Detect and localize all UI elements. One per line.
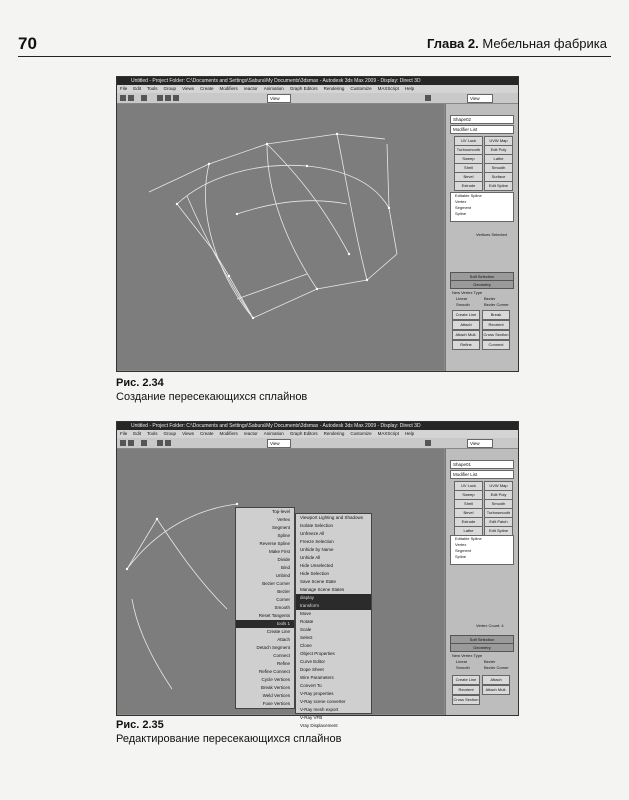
stack-item[interactable]: Segment — [455, 205, 472, 210]
menu-item[interactable]: Group — [163, 86, 177, 91]
reference-coord-dropdown[interactable]: View — [267, 439, 291, 448]
modifier-button[interactable]: Smooth — [484, 499, 513, 509]
modifier-button[interactable]: Edit Poly — [484, 145, 513, 155]
option-bezier[interactable]: Bezier — [484, 296, 496, 301]
rotate-icon[interactable] — [165, 440, 171, 446]
quad-menu-item[interactable]: Unbind — [275, 573, 290, 578]
option-smooth[interactable]: Smooth — [456, 302, 470, 307]
rollout-soft-selection[interactable]: Soft Selection — [450, 272, 514, 281]
figure-caption-number: Рис. 2.35 — [116, 719, 164, 731]
select-icon[interactable] — [141, 440, 147, 446]
menu-item[interactable]: MAXScript — [377, 431, 399, 436]
modifier-button[interactable]: Edit Patch — [484, 517, 513, 527]
quad-menu-item[interactable]: Weld Vertices — [262, 693, 290, 698]
quad-menu-item[interactable]: Unhide All — [300, 555, 321, 560]
quad-menu-item[interactable]: Dope Sheet — [300, 667, 324, 672]
modifier-button[interactable]: Bevel — [454, 508, 483, 518]
option-bezier-corner[interactable]: Bezier Corner — [484, 665, 509, 670]
stack-item[interactable]: Spline — [455, 211, 467, 216]
quad-menu-item[interactable]: Curve Editor — [300, 659, 326, 664]
quad-menu-item[interactable]: Clone — [300, 643, 312, 648]
modifier-button[interactable]: Extrude — [454, 517, 483, 527]
menu-item[interactable]: Views — [182, 86, 194, 91]
menu-item[interactable]: MAXScript — [377, 86, 399, 91]
menu-item[interactable]: Views — [182, 431, 194, 436]
rollout-geometry[interactable]: Geometry — [450, 643, 514, 652]
geometry-button[interactable]: Cross Section — [482, 330, 510, 340]
menu-item[interactable]: Animation — [263, 431, 284, 436]
quad-menu-item[interactable]: Break Vertices — [260, 685, 290, 690]
quad-menu-item[interactable]: Hide Unselected — [300, 563, 334, 568]
quad-menu-item[interactable]: Refine Connect — [258, 669, 290, 674]
modifier-button[interactable]: Sweep — [454, 490, 483, 500]
quad-menu-item[interactable]: V-Ray VFB — [300, 715, 323, 720]
quad-menu-item[interactable]: Freeze Selection — [300, 539, 334, 544]
object-name-field[interactable]: Shape02 — [450, 115, 514, 124]
menu-item[interactable]: File — [120, 86, 128, 91]
modifier-list-dropdown[interactable]: Modifier List — [450, 125, 514, 134]
selection-status: Vertices Selected — [476, 232, 507, 237]
rollout-geometry[interactable]: Geometry — [450, 280, 514, 289]
menu-item[interactable]: Graph Editors — [289, 431, 318, 436]
menu-item[interactable]: Customize — [350, 431, 372, 436]
modifier-button[interactable]: Lathe — [454, 526, 483, 536]
undo-icon[interactable] — [120, 440, 126, 446]
chapter-title: Мебельная фабрика — [482, 36, 607, 51]
quad-menu-item[interactable]: Viewport Lighting and Shadows — [300, 515, 363, 520]
quad-menu-item[interactable]: Divide — [277, 557, 290, 562]
command-panel — [445, 104, 518, 371]
menu-item[interactable]: File — [120, 431, 128, 436]
modifier-stack[interactable] — [450, 192, 514, 222]
title-bar: Untitled - Project Folder: C:\Documents and Settings\Sabura\My Documents\3dsmax - Autodesk 3ds Max 2009 - Display: Direct 3D — [117, 422, 518, 430]
quad-menu-item[interactable]: Hide Selection — [300, 571, 330, 576]
menu-item[interactable]: Help — [404, 431, 415, 436]
stack-item[interactable]: Editable Spline — [455, 536, 482, 541]
command-panel — [445, 449, 518, 715]
quad-menu-item[interactable]: Wire Parameters — [300, 675, 334, 680]
undo-icon[interactable] — [120, 95, 126, 101]
geometry-button[interactable]: Cross Section — [452, 695, 480, 705]
move-icon[interactable] — [157, 440, 163, 446]
stack-item[interactable]: Editable Spline — [455, 193, 482, 198]
quad-menu-item[interactable]: Attach — [277, 637, 290, 642]
geometry-button[interactable]: Create Line — [452, 675, 480, 685]
menu-item[interactable]: Animation — [263, 86, 284, 91]
geometry-button[interactable]: Break — [482, 310, 510, 320]
quad-menu-item[interactable]: Unhide by Name — [300, 547, 334, 552]
quad-menu-item[interactable]: Corner — [276, 597, 290, 602]
page-number: 70 — [18, 34, 37, 53]
quad-menu-item[interactable]: Rotate — [300, 619, 314, 624]
modifier-button[interactable]: Edit Poly — [484, 490, 513, 500]
chapter-heading — [427, 36, 607, 51]
stack-item[interactable]: Spline — [455, 554, 467, 559]
menu-item[interactable]: Rendering — [323, 86, 345, 91]
menu-item[interactable]: Graph Editors — [289, 86, 318, 91]
geometry-button[interactable]: Connect — [482, 340, 510, 350]
header-rule — [18, 56, 611, 57]
quad-menu-item[interactable]: Scale — [300, 627, 312, 632]
scale-icon[interactable] — [173, 95, 179, 101]
modifier-button[interactable]: Extrude — [454, 181, 483, 191]
figure-caption-text: Редактирование пересекающихся сплайнов — [116, 733, 342, 745]
modifier-button[interactable]: UV Lock — [454, 136, 483, 146]
modifier-button[interactable]: Smooth — [484, 163, 513, 173]
geometry-button[interactable]: Attach — [482, 675, 510, 685]
menu-item[interactable]: Group — [163, 431, 177, 436]
stack-item[interactable]: Vertex — [455, 199, 467, 204]
option-linear[interactable]: Linear — [456, 296, 468, 301]
quad-menu-item[interactable]: Vertex — [277, 517, 290, 522]
quad-menu-item[interactable]: Make First — [268, 549, 290, 554]
figure-caption-number: Рис. 2.34 — [116, 377, 164, 389]
geometry-button[interactable]: Reorient — [452, 685, 480, 695]
menu-item[interactable]: Tools — [147, 86, 158, 91]
quad-menu-item[interactable]: Manage Scene States — [300, 587, 345, 592]
option-bezier-corner[interactable]: Bezier Corner — [484, 302, 509, 307]
quad-menu-item: display — [296, 594, 371, 602]
modifier-button[interactable]: UV Lock — [454, 481, 483, 491]
geometry-button[interactable]: Attach — [452, 320, 480, 330]
modifier-button[interactable]: Shell — [454, 499, 483, 509]
object-name-field[interactable]: Shape01 — [450, 460, 514, 469]
quad-menu-item[interactable]: Save Scene State — [300, 579, 337, 584]
render-icon[interactable] — [425, 440, 431, 446]
geometry-button[interactable]: Create Line — [452, 310, 480, 320]
geometry-button[interactable]: Attach Mult. — [452, 330, 480, 340]
quad-menu-item[interactable]: Detach Segment — [256, 645, 290, 650]
modifier-button[interactable]: Turbosmooth — [484, 508, 513, 518]
menu-item[interactable]: reactor — [243, 431, 258, 436]
quad-menu-item[interactable]: Connect — [273, 653, 290, 658]
selection-status: Vertex Count: 4 — [476, 623, 504, 628]
modifier-button[interactable]: Lathe — [484, 154, 513, 164]
chapter-label: Глава 2. — [427, 36, 479, 51]
quad-menu-item[interactable]: Top-level — [271, 509, 290, 514]
redo-icon[interactable] — [128, 95, 134, 101]
redo-icon[interactable] — [128, 440, 134, 446]
quad-menu-item[interactable]: V-Ray properties — [300, 691, 334, 696]
render-icon[interactable] — [425, 95, 431, 101]
quad-menu-item[interactable]: Bezier — [277, 589, 290, 594]
modifier-list-dropdown[interactable]: Modifier List — [450, 470, 514, 479]
vertex-type-label: New Vertex Type — [452, 653, 483, 658]
quad-menu-item[interactable]: Smooth — [274, 605, 290, 610]
quad-menu-item[interactable]: Select — [300, 635, 313, 640]
quad-menu-item[interactable]: Reverse Spline — [259, 541, 290, 546]
rotate-icon[interactable] — [165, 95, 171, 101]
modifier-button[interactable]: UVW Map — [484, 481, 513, 491]
menu-item[interactable]: Help — [404, 86, 415, 91]
modifier-button[interactable]: Sweep — [454, 154, 483, 164]
modifier-button[interactable]: Bevel — [454, 172, 483, 182]
geometry-button[interactable]: Attach Mult. — [482, 685, 510, 695]
render-view-dropdown[interactable]: View — [467, 94, 493, 103]
quad-menu-item[interactable]: Create Line — [266, 629, 290, 634]
quad-menu-left — [235, 507, 295, 709]
quad-menu-item[interactable]: Reset Tangents — [258, 613, 290, 618]
menu-item[interactable]: Create — [200, 86, 214, 91]
menu-item[interactable]: Edit — [133, 431, 142, 436]
quad-menu-item[interactable]: Unfreeze All — [300, 531, 325, 536]
quad-menu-item[interactable]: Bind — [280, 565, 290, 570]
option-smooth[interactable]: Smooth — [456, 665, 470, 670]
quad-menu-item[interactable]: Refine — [276, 661, 290, 666]
option-bezier[interactable]: Bezier — [484, 659, 496, 664]
menu-item[interactable]: Modifiers — [219, 431, 238, 436]
modifier-button[interactable]: Turbosmooth — [454, 145, 483, 155]
perspective-viewport[interactable] — [117, 104, 444, 370]
menu-item[interactable]: Modifiers — [219, 86, 238, 91]
option-linear[interactable]: Linear — [456, 659, 468, 664]
spline-wireframe — [117, 104, 444, 370]
menu-item[interactable]: Create — [200, 431, 214, 436]
main-toolbar — [117, 93, 518, 104]
modifier-button[interactable]: Edit Spline — [484, 526, 513, 536]
quad-menu-item[interactable]: Spline — [277, 533, 290, 538]
quad-menu-item[interactable]: Isolate Selection — [300, 523, 334, 528]
render-view-dropdown[interactable]: View — [467, 439, 493, 448]
geometry-button[interactable]: Reorient — [482, 320, 510, 330]
modifier-button[interactable]: Shell — [454, 163, 483, 173]
main-toolbar — [117, 438, 518, 449]
stack-item[interactable]: Segment — [455, 548, 472, 553]
menu-item[interactable]: Tools — [147, 431, 158, 436]
title-bar: Untitled - Project Folder: C:\Documents and Settings\Sabura\My Documents\3dsmax - Autodesk 3ds Max 2009 - Display: Direct 3D — [117, 77, 518, 85]
modifier-button[interactable]: UVW Map — [484, 136, 513, 146]
quad-menu-item[interactable]: V-Ray scene converter — [300, 699, 346, 704]
geometry-button[interactable]: Refine — [452, 340, 480, 350]
modifier-button[interactable]: Edit Spline — [484, 181, 513, 191]
quad-menu-item[interactable]: V-Ray mesh export — [300, 707, 339, 712]
stack-item[interactable]: Vertex — [455, 542, 467, 547]
figure-caption-text: Создание пересекающихся сплайнов — [116, 391, 308, 403]
move-icon[interactable] — [157, 95, 163, 101]
modifier-stack[interactable] — [450, 535, 514, 565]
select-icon[interactable] — [141, 95, 147, 101]
modifier-button[interactable]: Surface — [484, 172, 513, 182]
quad-menu-item[interactable]: Vray Displacement — [300, 723, 338, 728]
rollout-soft-selection[interactable]: Soft Selection — [450, 635, 514, 644]
quad-menu-item[interactable]: Segment — [271, 525, 290, 530]
quad-menu-item[interactable]: Cycle Vertices — [261, 677, 290, 682]
quad-menu-item[interactable]: Convert To — [300, 683, 322, 688]
quad-menu-item: transform — [296, 602, 371, 610]
quad-menu-item[interactable]: Fuse Vertices — [262, 701, 290, 706]
quad-menu-item[interactable]: Bezier Corner — [262, 581, 290, 586]
menu-item[interactable]: Edit — [133, 86, 142, 91]
menu-item[interactable]: reactor — [243, 86, 258, 91]
quad-menu-item[interactable]: Move — [300, 611, 312, 616]
menu-item[interactable]: Rendering — [323, 431, 345, 436]
screenshot-figure-2-34 — [116, 76, 519, 372]
menu-item[interactable]: Customize — [350, 86, 372, 91]
vertex-type-label: New Vertex Type — [452, 290, 483, 295]
quad-menu-item: tools 1 — [236, 620, 294, 628]
quad-menu-right — [295, 513, 372, 728]
reference-coord-dropdown[interactable]: View — [267, 94, 291, 103]
quad-menu-item[interactable]: Object Properties — [300, 651, 335, 656]
